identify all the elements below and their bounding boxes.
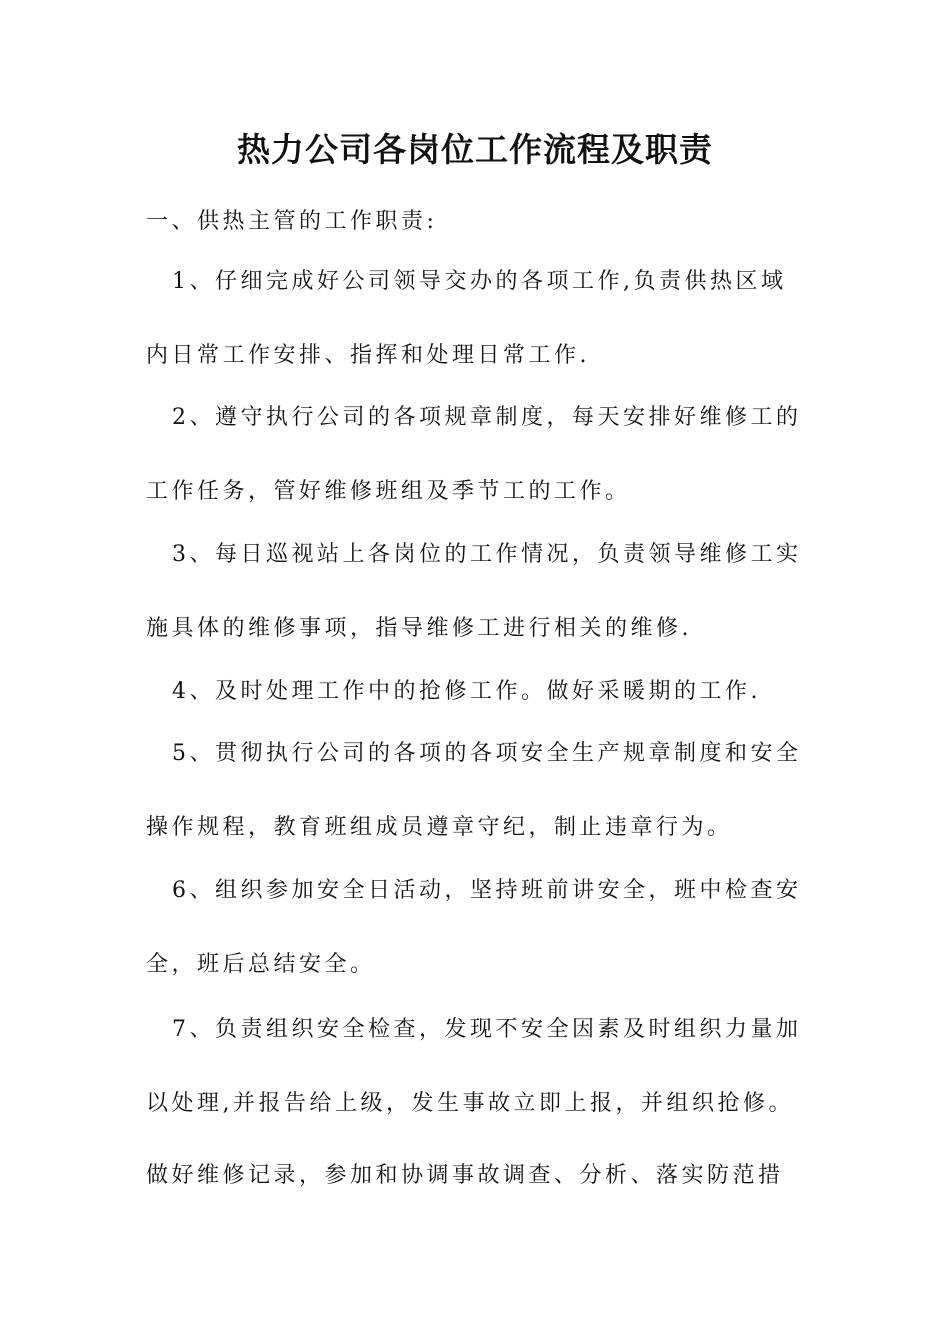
- document-title: 热力公司各岗位工作流程及职责: [237, 130, 713, 169]
- paragraph-line: 4、及时处理工作中的抢修工作。做好采暖期的工作.: [172, 679, 761, 704]
- paragraph-line: 操作规程，教育班组成员遵章守纪，制止违章行为。: [146, 815, 733, 840]
- paragraph-line: 1、仔细完成好公司领导交办的各项工作,负责供热区域: [172, 269, 787, 294]
- paragraph-line: 全，班后总结安全。: [146, 952, 376, 977]
- paragraph-line: 7、负责组织安全检查，发现不安全因素及时组织力量加: [172, 1017, 802, 1042]
- paragraph-line: 工作任务，管好维修班组及季节工的工作。: [146, 479, 631, 504]
- paragraph-line: 5、贯彻执行公司的各项的各项安全生产规章制度和安全: [172, 741, 802, 766]
- paragraph-line: 做好维修记录，参加和协调事故调查、分析、落实防范措: [146, 1163, 784, 1188]
- paragraph-line: 2、遵守执行公司的各项规章制度，每天安排好维修工的: [172, 405, 802, 430]
- paragraph-line: 6、组织参加安全日活动，坚持班前讲安全，班中检查安: [172, 878, 802, 903]
- paragraph-line: 3、每日巡视站上各岗位的工作情况，负责领导维修工实: [172, 542, 802, 567]
- section-heading: 一、供热主管的工作职责:: [146, 209, 438, 234]
- paragraph-line: 施具体的维修事项，指导维修工进行相关的维修.: [146, 616, 692, 641]
- paragraph-line: 内日常工作安排、指挥和处理日常工作.: [146, 343, 590, 368]
- paragraph-line: 以处理,并报告给上级，发生事故立即上报，并组织抢修。: [146, 1091, 794, 1116]
